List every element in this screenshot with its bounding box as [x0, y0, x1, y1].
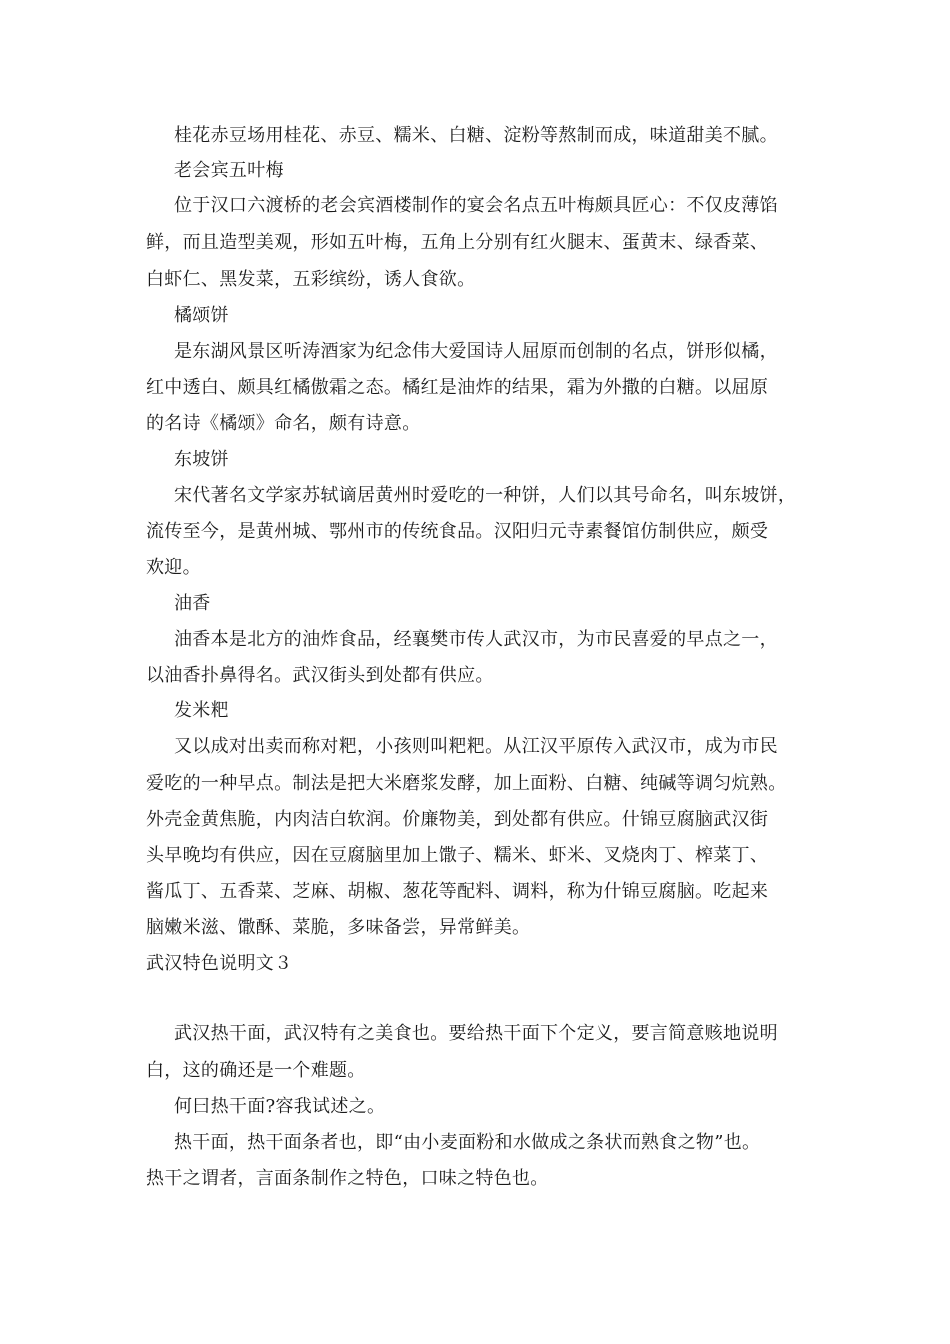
- text-line-15: 油香本是北方的油炸食品，经襄樊市传人武汉市，为市民喜爱的早点之一，: [174, 629, 778, 650]
- text-line-19: 爱吃的一种早点。制法是把大米磨浆发酵，加上面粉、白糖、纯碱等调匀炕熟。: [146, 773, 787, 794]
- heading-you-xiang: 油香: [174, 593, 211, 614]
- text-line-26: 白，这的确还是一个难题。: [146, 1060, 366, 1081]
- text-line-28: 热干面，热干面条者也，即“由小麦面粉和水做成之条状而熟食之物”也。: [174, 1132, 761, 1153]
- text-line-9: 的名诗《橘颂》命名，颇有诗意。: [146, 413, 421, 434]
- text-line-21: 头早晚均有供应，因在豆腐脑里加上馓子、糯米、虾米、叉烧肉丁、榨菜丁、: [146, 845, 769, 866]
- section-heading-wuhan-3: 武汉特色说明文３: [146, 953, 293, 974]
- text-line-16: 以油香扑鼻得名。武汉街头到处都有供应。: [146, 665, 494, 686]
- text-line-25: 武汉热干面，武汉特有之美食也。要给热干面下个定义，要言简意赅地说明: [174, 1023, 778, 1044]
- text-line-7: 是东湖风景区听涛酒家为纪念伟大爱国诗人屈原而创制的名点，饼形似橘，: [174, 341, 778, 362]
- heading-ju-song-bing: 橘颂饼: [174, 305, 229, 326]
- heading-fa-mi-ba: 发米粑: [174, 700, 229, 721]
- text-line-12: 流传至今，是黄州城、鄂州市的传统食品。汉阳归元寺素餐馆仿制供应，颇受: [146, 521, 769, 542]
- text-line-18: 又以成对出卖而称对粑，小孩则叫粑粑。从江汉平原传入武汉市，成为市民: [174, 736, 778, 757]
- text-line-11: 宋代著名文学家苏轼谪居黄州时爱吃的一种饼，人们以其号命名，叫东坡饼，: [174, 485, 797, 506]
- text-line-1: 桂花赤豆场用桂花、赤豆、糯米、白糖、淀粉等熬制而成，味道甜美不腻。: [174, 125, 778, 146]
- text-line-23: 脑嫩米滋、馓酥、菜脆，多味备尝，异常鲜美。: [146, 917, 531, 938]
- text-line-4: 鲜，而且造型美观，形如五叶梅，五角上分别有红火腿末、蛋黄末、绿香菜、: [146, 232, 769, 253]
- text-line-29: 热干之谓者，言面条制作之特色，口味之特色也。: [146, 1168, 549, 1189]
- heading-lao-hui-bin: 老会宾五叶梅: [174, 160, 284, 181]
- text-line-8: 红中透白、颇具红橘傲霜之态。橘红是油炸的结果，霜为外撒的白糖。以屈原: [146, 377, 769, 398]
- heading-dong-po-bing: 东坡饼: [174, 449, 229, 470]
- text-line-3: 位于汉口六渡桥的老会宾酒楼制作的宴会名点五叶梅颇具匠心：不仅皮薄馅: [174, 195, 778, 216]
- text-line-27: 何曰热干面?容我试述之。: [174, 1096, 386, 1117]
- text-line-20: 外壳金黄焦脆，内肉洁白软润。价廉物美，到处都有供应。什锦豆腐脑武汉街: [146, 809, 769, 830]
- text-line-5: 白虾仁、黑发菜，五彩缤纷，诱人食欲。: [146, 269, 476, 290]
- text-line-13: 欢迎。: [146, 557, 201, 578]
- text-line-22: 酱瓜丁、五香菜、芝麻、胡椒、葱花等配料、调料，称为什锦豆腐脑。吃起来: [146, 881, 769, 902]
